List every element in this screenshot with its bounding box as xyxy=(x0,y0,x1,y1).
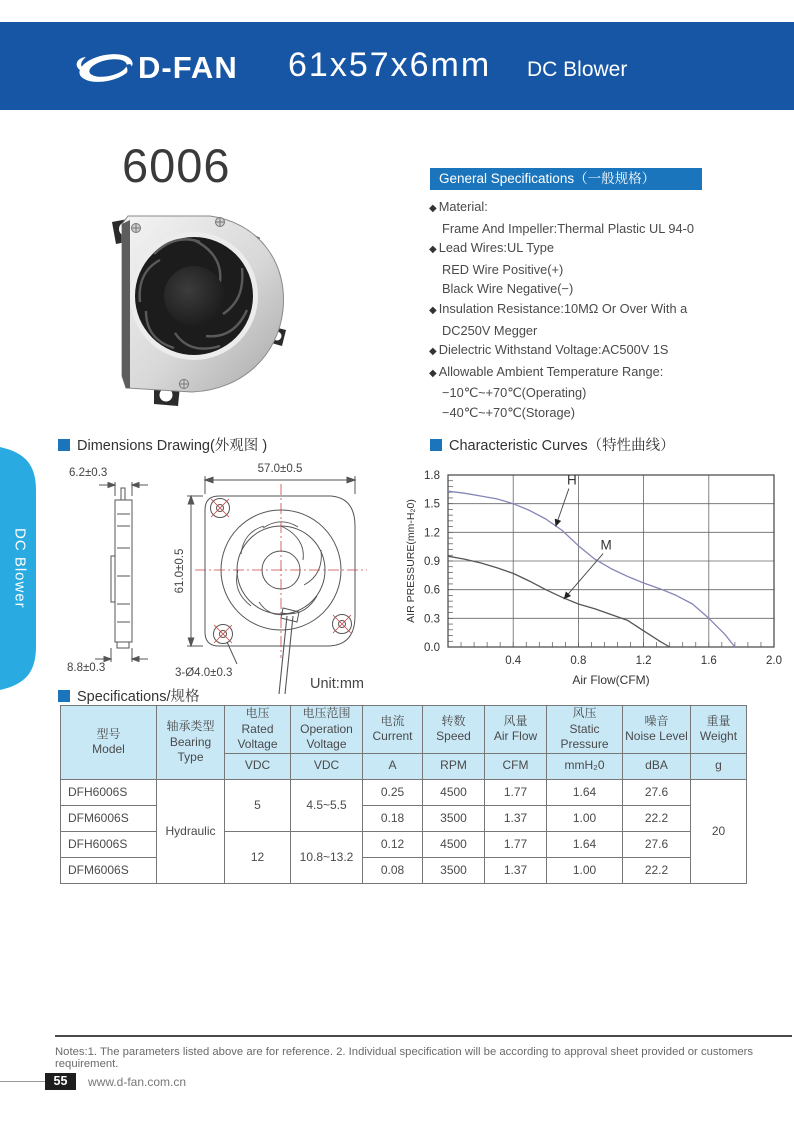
y-tick-label: 0.6 xyxy=(424,584,440,597)
dimensions-section-heading: Dimensions Drawing(外观图 ) xyxy=(58,434,267,455)
brand-name: D-FAN xyxy=(138,50,238,85)
side-tab-dc-blower[interactable] xyxy=(0,447,38,690)
brand-logo xyxy=(72,46,238,90)
weight-cell: 20 xyxy=(691,779,747,883)
general-specs-list xyxy=(429,197,784,423)
y-tick-label: 1.2 xyxy=(424,527,440,540)
airflow-cell: 1.37 xyxy=(485,857,547,883)
current-cell: 0.25 xyxy=(363,779,423,805)
column-header: 重量 Weight xyxy=(691,706,747,754)
speed-cell: 4500 xyxy=(423,779,485,805)
y-tick-label: 0.3 xyxy=(424,613,440,626)
diamond-bullet-icon: ◆ xyxy=(429,304,437,316)
column-unit: VDC xyxy=(291,753,363,779)
column-unit: CFM xyxy=(485,753,547,779)
y-tick-label: 1.8 xyxy=(424,470,440,482)
column-header: 电压 Rated Voltage xyxy=(225,706,291,754)
column-header: 噪音 Noise Level xyxy=(623,706,691,754)
footer-rule xyxy=(55,1035,792,1037)
pressure-cell: 1.00 xyxy=(547,857,623,883)
pressure-cell: 1.00 xyxy=(547,805,623,831)
blue-square-icon xyxy=(430,439,442,451)
x-tick-label: 1.6 xyxy=(700,655,717,667)
x-tick-label: 0.8 xyxy=(570,655,587,667)
header-bar xyxy=(0,22,794,110)
x-tick-label: 1.2 xyxy=(635,655,652,667)
side-tab-label: DC Blower xyxy=(11,528,29,609)
airflow-cell: 1.77 xyxy=(485,831,547,857)
bearing-cell: Hydraulic xyxy=(157,779,225,883)
column-header: 电压范围 Operation Voltage xyxy=(291,706,363,754)
curve-label-M: M xyxy=(600,537,612,553)
dim-side-bottom-label: 8.8±0.3 xyxy=(67,662,106,674)
column-unit: g xyxy=(691,753,747,779)
column-unit: dBA xyxy=(623,753,691,779)
column-header: 电流 Current xyxy=(363,706,423,754)
spec-line: −10℃~+70℃(Operating) xyxy=(442,385,587,401)
specifications-table xyxy=(60,705,747,884)
website-link[interactable]: www.d-fan.com.cn xyxy=(88,1075,187,1089)
model-number: 6006 xyxy=(122,139,231,192)
page-number-badge: 55 xyxy=(45,1073,76,1090)
airflow-cell: 1.37 xyxy=(485,805,547,831)
operation-voltage-cell: 4.5~5.5 xyxy=(291,779,363,831)
curves-section-heading: Characteristic Curves（特性曲线） xyxy=(430,434,675,455)
operation-voltage-cell: 10.8~13.2 xyxy=(291,831,363,883)
dim-width-label: 57.0±0.5 xyxy=(257,463,303,475)
general-specs-title-bar: General Specifications（一般规格） xyxy=(430,168,702,190)
product-size-title: 61x57x6mm xyxy=(288,46,492,84)
x-tick-label: 2.0 xyxy=(766,655,782,667)
model-cell: DFM6006S xyxy=(61,805,157,831)
column-unit: VDC xyxy=(225,753,291,779)
column-header: 风量 Air Flow xyxy=(485,706,547,754)
spec-line: ◆ Dielectric Withstand Voltage:AC500V 1S xyxy=(429,342,669,358)
rated-voltage-cell: 12 xyxy=(225,831,291,883)
spec-line: −40℃~+70℃(Storage) xyxy=(442,404,575,420)
diamond-bullet-icon: ◆ xyxy=(429,244,437,256)
current-cell: 0.18 xyxy=(363,805,423,831)
current-cell: 0.12 xyxy=(363,831,423,857)
column-unit: mmH₂0 xyxy=(547,753,623,779)
dim-unit-label: Unit:mm xyxy=(310,676,364,692)
speed-cell: 4500 xyxy=(423,831,485,857)
curve-H xyxy=(448,491,735,647)
spec-line: Frame And Impeller:Thermal Plastic UL 94-0 xyxy=(442,220,695,236)
page-badge-line xyxy=(0,1081,45,1082)
airflow-cell: 1.77 xyxy=(485,779,547,805)
x-axis-title: Air Flow(CFM) xyxy=(572,673,650,687)
curve-label-H: H xyxy=(567,472,577,488)
y-tick-label: 0.0 xyxy=(424,642,440,654)
spec-line: DC250V Megger xyxy=(442,322,538,338)
dim-holes-label: 3-Ø4.0±0.3 xyxy=(175,667,233,679)
footer-notes: Notes:1. The parameters listed above are for reference. 2. Individual specification will be according to approval sheet provided or customers requirement. xyxy=(55,1046,754,1070)
y-tick-label: 0.9 xyxy=(424,556,440,568)
spec-line: RED Wire Positive(+) xyxy=(442,261,564,277)
product-photo xyxy=(92,198,297,410)
fan-swoosh-icon xyxy=(72,48,136,88)
model-cell: DFM6006S xyxy=(61,857,157,883)
spec-line: ◆ Insulation Resistance:10MΩ Or Over With a xyxy=(429,300,688,316)
pressure-cell: 1.64 xyxy=(547,831,623,857)
column-header: 风压 Static Pressure xyxy=(547,706,623,754)
column-unit: RPM xyxy=(423,753,485,779)
noise-cell: 27.6 xyxy=(623,831,691,857)
spec-line: Black Wire Negative(−) xyxy=(442,281,574,297)
speed-cell: 3500 xyxy=(423,857,485,883)
y-tick-label: 1.5 xyxy=(424,498,440,511)
characteristic-curves-chart xyxy=(402,455,790,697)
column-header: 轴承类型 Bearing Type xyxy=(157,706,225,780)
spec-line: ◆ Material: xyxy=(429,199,488,214)
pressure-cell: 1.64 xyxy=(547,779,623,805)
x-tick-label: 0.4 xyxy=(505,655,522,667)
diamond-bullet-icon: ◆ xyxy=(429,203,437,214)
spec-line: ◆ Allowable Ambient Temperature Range: xyxy=(429,363,664,379)
model-cell: DFH6006S xyxy=(61,779,157,805)
spec-line: ◆ Lead Wires:UL Type xyxy=(429,240,554,256)
diamond-bullet-icon: ◆ xyxy=(429,346,437,358)
blue-square-icon xyxy=(58,439,70,451)
specifications-section-heading: Specifications/规格 xyxy=(58,685,200,706)
column-unit: A xyxy=(363,753,423,779)
model-cell: DFH6006S xyxy=(61,831,157,857)
current-cell: 0.08 xyxy=(363,857,423,883)
noise-cell: 22.2 xyxy=(623,857,691,883)
product-category: DC Blower xyxy=(527,58,628,81)
rated-voltage-cell: 5 xyxy=(225,779,291,831)
column-header: 型号 Model xyxy=(61,706,157,780)
column-header: 转数 Speed xyxy=(423,706,485,754)
diamond-bullet-icon: ◆ xyxy=(429,367,437,379)
noise-cell: 22.2 xyxy=(623,805,691,831)
dim-side-top-label: 6.2±0.3 xyxy=(69,467,108,479)
y-axis-title: AIR PRESSURE(mm-H₂0) xyxy=(405,499,417,623)
table-row xyxy=(61,779,747,805)
dim-height-label: 61.0±0.5 xyxy=(174,548,186,594)
specifications-table-wrap xyxy=(60,705,747,884)
curve-M xyxy=(448,556,670,647)
noise-cell: 27.6 xyxy=(623,779,691,805)
dimensions-drawing xyxy=(55,456,407,696)
speed-cell: 3500 xyxy=(423,805,485,831)
